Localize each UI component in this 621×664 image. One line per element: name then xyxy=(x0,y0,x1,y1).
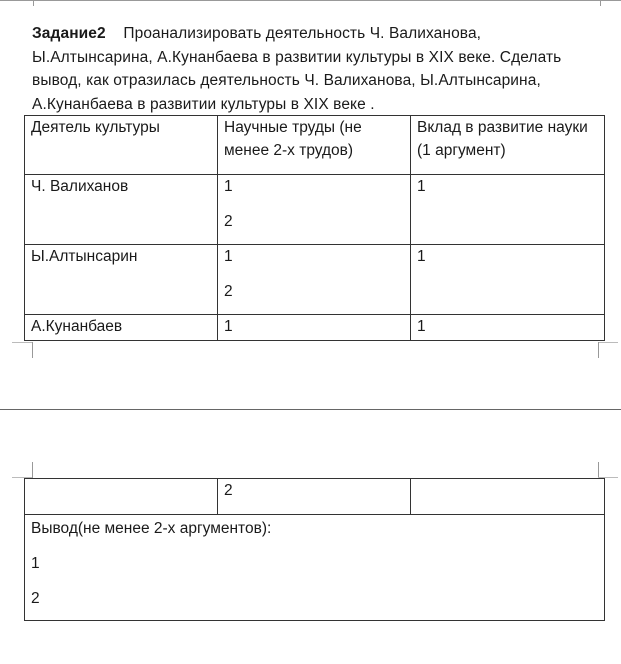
page-corner-mark xyxy=(598,462,599,478)
page-corner-mark xyxy=(32,462,33,478)
conclusion-row xyxy=(25,515,605,621)
conclusion-item: 2 xyxy=(31,590,40,607)
work-item: 2 xyxy=(224,283,233,300)
works-cell: 2 xyxy=(218,479,411,515)
contribution-cell: 1 xyxy=(411,175,605,245)
work-item: 1 xyxy=(224,248,233,265)
contribution-cell: 1 xyxy=(411,315,605,341)
figure-name: Ч. Валиханов xyxy=(25,175,218,245)
table-row xyxy=(25,479,605,515)
works-cell xyxy=(218,245,411,315)
table-row xyxy=(25,315,605,341)
header-works: Научные труды (не менее 2-х трудов) xyxy=(218,116,411,175)
conclusion-cell xyxy=(25,515,605,621)
page-top-edge xyxy=(0,0,621,1)
page-corner-mark xyxy=(12,342,32,343)
table-row xyxy=(25,245,605,315)
task-label: Задание2 xyxy=(32,25,106,42)
conclusion-label: Вывод(не менее 2-х аргументов): xyxy=(31,520,272,537)
task-text xyxy=(32,22,602,116)
contribution-cell xyxy=(411,479,605,515)
work-item: 1 xyxy=(224,178,233,195)
table-row xyxy=(25,175,605,245)
page-corner-mark xyxy=(598,342,618,343)
page-corner-mark xyxy=(600,0,601,6)
culture-table-continued xyxy=(24,478,605,621)
table-header-row xyxy=(25,116,605,175)
page-corner-mark xyxy=(33,0,34,6)
figure-name: Ы.Алтынсарин xyxy=(25,245,218,315)
culture-table xyxy=(24,115,605,341)
work-item: 2 xyxy=(224,213,233,230)
works-cell: 1 xyxy=(218,315,411,341)
task-description: Проанализировать деятельность Ч. Валиханова, Ы.Алтынсарина, А.Кунанбаева в развитии культуры в XIX веке. Сделать вывод, как отразилась деятельность Ч. Валиханова, Ы.Алтынсарина, А.Кунанбаева в развитии культуры в XIX веке . xyxy=(32,25,562,113)
contribution-cell: 1 xyxy=(411,245,605,315)
conclusion-item: 1 xyxy=(31,555,40,572)
figure-name: А.Кунанбаев xyxy=(25,315,218,341)
works-cell xyxy=(218,175,411,245)
header-figure: Деятель культуры xyxy=(25,116,218,175)
figure-name xyxy=(25,479,218,515)
header-contribution: Вклад в развитие науки (1 аргумент) xyxy=(411,116,605,175)
page-break-line xyxy=(0,409,621,410)
page-corner-mark xyxy=(598,342,599,358)
page-corner-mark xyxy=(32,342,33,358)
